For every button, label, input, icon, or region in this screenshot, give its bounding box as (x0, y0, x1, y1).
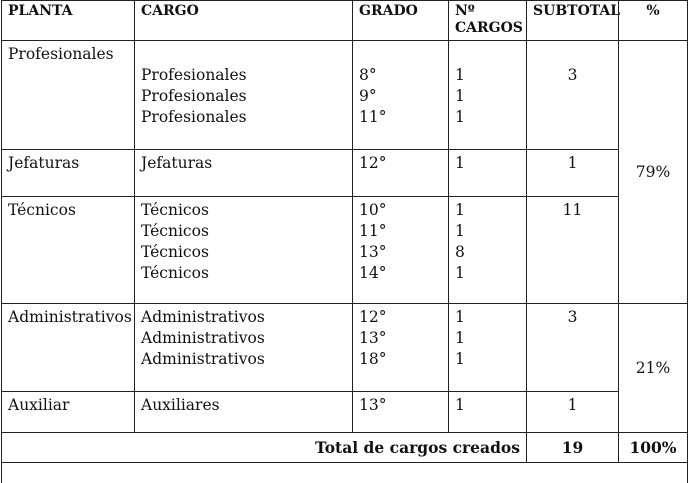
blank-cell (2, 463, 688, 483)
cargo-cell: Técnicos Técnicos Técnicos Técnicos (135, 197, 353, 304)
planta-cell: Jefaturas (2, 150, 135, 197)
total-row (2, 433, 688, 463)
header-grado: GRADO (353, 1, 449, 41)
pct-cell-second: 21% (619, 304, 688, 433)
planta-cell: Profesionales (2, 41, 135, 150)
total-value: 19 (527, 433, 619, 463)
planta-cell: Auxiliar (2, 392, 135, 433)
grado-cell: 8° 9° 11° (353, 41, 449, 150)
total-pct: 100% (619, 433, 688, 463)
subtotal-cell: 1 (527, 150, 619, 197)
header-planta: PLANTA (2, 1, 135, 41)
header-subtotal: SUBTOTAL (527, 1, 619, 41)
n-cargos-cell: 1 1 1 (449, 41, 527, 150)
header-pct: % (619, 1, 688, 41)
n-cargos-cell: 1 (449, 392, 527, 433)
subtotal-cell: 11 (527, 197, 619, 304)
table-row (2, 41, 688, 150)
planta-cell: Administrativos (2, 304, 135, 392)
table-row (2, 392, 688, 433)
subtotal-cell: 1 (527, 392, 619, 433)
n-cargos-cell: 1 1 1 (449, 304, 527, 392)
blank-row (2, 463, 688, 483)
n-cargos-cell: 1 1 8 1 (449, 197, 527, 304)
subtotal-cell: 3 (527, 41, 619, 150)
planta-cell: Técnicos (2, 197, 135, 304)
table-row (2, 304, 688, 392)
cargos-table (1, 0, 688, 483)
cargo-cell: Administrativos Administrativos Administrativos (135, 304, 353, 392)
header-n-cargos: Nº CARGOS (449, 1, 527, 41)
cargo-cell: Auxiliares (135, 392, 353, 433)
cargo-cell: Profesionales Profesionales Profesionales (135, 41, 353, 150)
grado-cell: 12° (353, 150, 449, 197)
total-label: Total de cargos creados (2, 433, 527, 463)
subtotal-cell: 3 (527, 304, 619, 392)
grado-cell: 13° (353, 392, 449, 433)
table-row (2, 197, 688, 304)
header-cargo: CARGO (135, 1, 353, 41)
cargo-cell: Jefaturas (135, 150, 353, 197)
header-row (2, 1, 688, 41)
grado-cell: 12° 13° 18° (353, 304, 449, 392)
pct-cell-first: 79% (619, 41, 688, 304)
n-cargos-cell: 1 (449, 150, 527, 197)
table-row (2, 150, 688, 197)
grado-cell: 10° 11° 13° 14° (353, 197, 449, 304)
